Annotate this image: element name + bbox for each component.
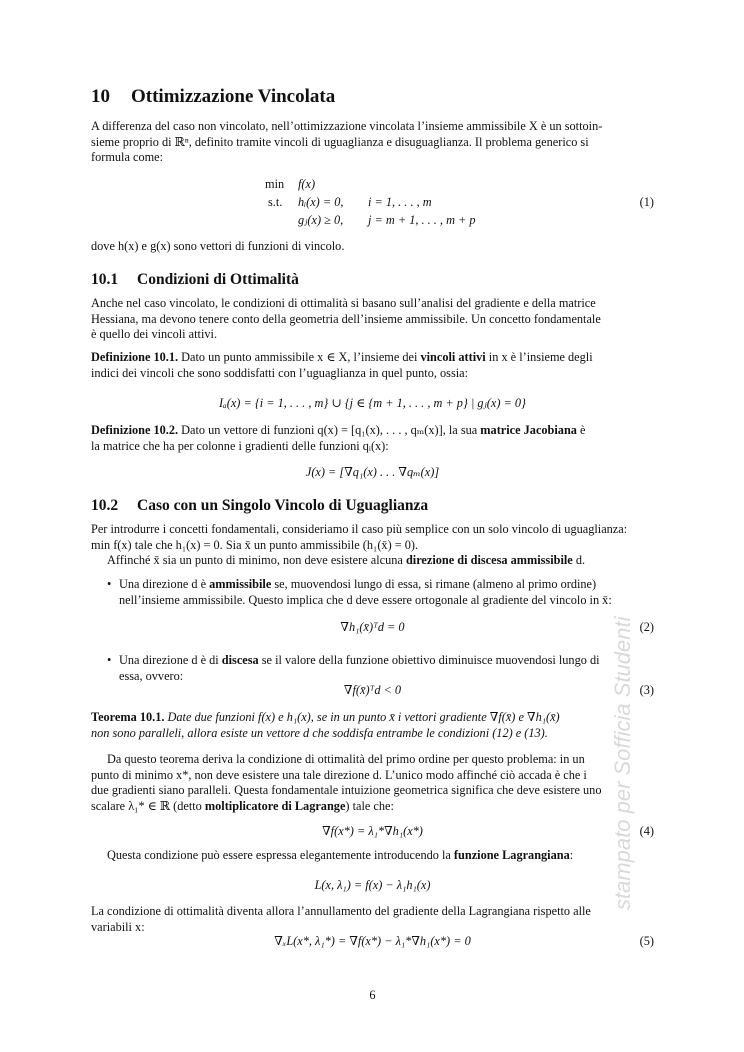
watermark-text: stampato per Sofficia Studenti	[610, 616, 635, 910]
equation-number-2: (2)	[639, 620, 654, 634]
bullet-descent	[107, 653, 654, 684]
section-number: 10	[91, 86, 110, 107]
lagrangian-colon: :	[569, 848, 574, 862]
optimality-paragraph	[91, 296, 654, 343]
bullet-admissible	[107, 577, 654, 608]
definition-text: Dato un vettore di funzioni q(x) = [q₁(x), . . . , qₘ(x)], la sua	[181, 423, 481, 437]
definition-text: in x è l’insieme degli	[485, 350, 593, 364]
theorem-text: non sono paralleli, allora esiste un vettore d che soddisfa entrambe le condizioni (12) e (13).	[91, 725, 548, 740]
jacobian-formula: J(x) = [∇q₁(x) . . . ∇qₘ(x)]	[305, 465, 440, 479]
feasibility-formula: ∇h₁(x̄)ᵀd = 0	[340, 620, 405, 634]
subsection-heading-1	[91, 271, 299, 289]
definition-term: matrice Jacobiana	[480, 423, 577, 437]
theorem-label: Teorema 10.1.	[91, 710, 165, 724]
definition-label: Definizione 10.1.	[91, 350, 179, 364]
optimality-line-3: è quello dei vincoli attivi.	[91, 327, 218, 342]
section-heading	[91, 86, 335, 108]
optimality-line-2: Hessiana, ma devono tenere conto della geometria dell’insieme ammissibile. Un concetto fondamentale	[91, 311, 601, 326]
definition-label: Definizione 10.2.	[91, 423, 179, 437]
descent-direction-term: direzione di discesa ammissibile	[405, 553, 573, 568]
theorem-text: Date due funzioni f(x) e h₁(x), se in un punto x̄ i vettori gradiente ∇f(x̄) e ∇h₁(x̄)	[167, 710, 560, 724]
equation-number-5: (5)	[639, 934, 654, 948]
definition-text: la matrice che ha per colonne i gradienti delle funzioni qᵢ(x):	[91, 438, 389, 453]
objective-expr: f(x)	[298, 177, 316, 191]
final-line-1: La condizione di ottimalità diventa allora l’annullamento del gradiente della Lagrangiana rispetto alle	[91, 904, 591, 918]
single-constraint-line-3: Affinché x̄ sia un punto di minimo, non deve esistere alcuna	[107, 553, 406, 568]
final-line-2: variabili x:	[91, 919, 145, 934]
bullet-term: ammissibile	[209, 577, 272, 591]
subsection-heading-2	[91, 497, 428, 515]
descent-formula: ∇f(x̄)ᵀd < 0	[343, 683, 402, 697]
bullet-text: nell’insieme ammissibile. Questo implica che d deve essere ortogonale al gradiente del vincolo in x̄:	[119, 592, 612, 607]
definition-text: è	[576, 423, 586, 437]
equality-range: i = 1, . . . , m	[368, 195, 432, 209]
multiplier-formula: ∇f(x*) = λ₁*∇h₁(x*)	[322, 824, 423, 838]
watermark	[600, 520, 646, 920]
bullet-text: essa, ovvero:	[119, 668, 184, 683]
equality-constraint: hᵢ(x) = 0,	[298, 195, 344, 209]
definition-10-2	[91, 423, 654, 454]
bullet-text: se, muovendosi lungo di essa, si rimane (almeno al primo ordine)	[271, 577, 597, 591]
single-constraint-line-2: min f(x) tale che h₁(x) = 0. Sia x̄ un punto ammissibile (h₁(x̄) = 0).	[91, 537, 419, 552]
single-constraint-paragraph	[91, 522, 654, 569]
definition-term: vincoli attivi	[420, 350, 486, 364]
page-number: 6	[369, 988, 376, 1002]
subsection-title-2: Caso con un Singolo Vincolo di Uguaglianza	[137, 497, 429, 514]
definition-10-1	[91, 350, 654, 381]
consequence-line-2: punto di minimo x*, non deve esistere una tale direzione d. L’unico modo affinché ciò accada è che i	[91, 767, 587, 782]
intro-line-1: A differenza del caso non vincolato, nell’ottimizzazione vincolata l’insieme ammissibile X è un sottoin-	[91, 119, 603, 133]
consequence-paragraph	[91, 752, 654, 814]
consequence-line-4: scalare λ₁* ∈ ℝ (detto	[91, 798, 205, 813]
bullet-dot: •	[107, 577, 112, 591]
single-constraint-line-3-end: d.	[572, 553, 586, 568]
intro-paragraph	[91, 119, 654, 166]
definition-text: indici dei vincoli che sono soddisfatti con l’uguaglianza in quel punto, ossia:	[91, 365, 469, 380]
intro-line-2: sieme proprio di ℝⁿ, definito tramite vincoli di uguaglianza e disuguaglianza. Il problema generico si	[91, 134, 589, 149]
st-label: s.t.	[268, 195, 283, 209]
lagrangian-term: funzione Lagrangiana	[453, 848, 570, 862]
lagrangian-text: Questa condizione può essere espressa elegantemente introducendo la	[107, 848, 454, 862]
min-label: min	[265, 177, 285, 191]
section-title: Ottimizzazione Vincolata	[131, 86, 336, 107]
inequality-range: j = m + 1, . . . , m + p	[368, 213, 476, 227]
optimality-line-1: Anche nel caso vincolato, le condizioni di ottimalità si basano sull’analisi del gradiente e della matrice	[91, 296, 596, 310]
bullet-text: se il valore della funzione obiettivo diminuisce muovendosi lungo di	[258, 653, 600, 667]
bullet-text: Una direzione d è di	[119, 653, 222, 667]
theorem-10-1	[91, 710, 654, 741]
single-constraint-line-1: Per introdurre i concetti fondamentali, consideriamo il caso più semplice con un solo vincolo di uguaglianza:	[91, 522, 628, 536]
consequence-line-3: due gradienti siano paralleli. Questa fondamentale intuizione geometrica significa che deve esistere uno	[91, 783, 602, 798]
after-problem-text: dove h(x) e g(x) sono vettori di funzioni di vincolo.	[91, 239, 345, 253]
equation-number-1: (1)	[639, 195, 654, 209]
lagrange-multiplier-term: moltiplicatore di Lagrange	[204, 798, 346, 813]
gradient-lagrangian-formula: ∇ₓL(x*, λ₁*) = ∇f(x*) − λ₁*∇h₁(x*) = 0	[274, 934, 471, 948]
final-paragraph	[91, 904, 654, 935]
inequality-constraint: gⱼ(x) ≥ 0,	[298, 213, 344, 227]
consequence-line-1: Da questo teorema deriva la condizione di ottimalità del primo ordine per questo problema: in un	[107, 752, 585, 766]
subsection-title-1: Condizioni di Ottimalità	[137, 271, 299, 288]
definition-text: Dato un punto ammissibile x ∈ X, l’insieme dei	[181, 350, 421, 364]
subsection-number-1: 10.1	[91, 271, 119, 288]
equation-number-4: (4)	[639, 824, 654, 838]
bullet-term: discesa	[221, 653, 259, 667]
consequence-line-4-end: ) tale che:	[345, 798, 394, 813]
lagrangian-formula: L(x, λ₁) = f(x) − λ₁h₁(x)	[314, 878, 431, 892]
bullet-text: Una direzione d è	[119, 577, 210, 591]
subsection-number-2: 10.2	[91, 497, 119, 514]
bullet-dot: •	[107, 653, 112, 667]
lagrangian-paragraph	[91, 848, 654, 864]
intro-line-3: formula come:	[91, 150, 164, 165]
active-set-formula: Iₐ(x) = {i = 1, . . . , m} ∪ {j ∈ {m + 1, . . . , m + p} | gⱼ(x) = 0}	[219, 396, 526, 410]
equation-number-3: (3)	[639, 683, 654, 697]
